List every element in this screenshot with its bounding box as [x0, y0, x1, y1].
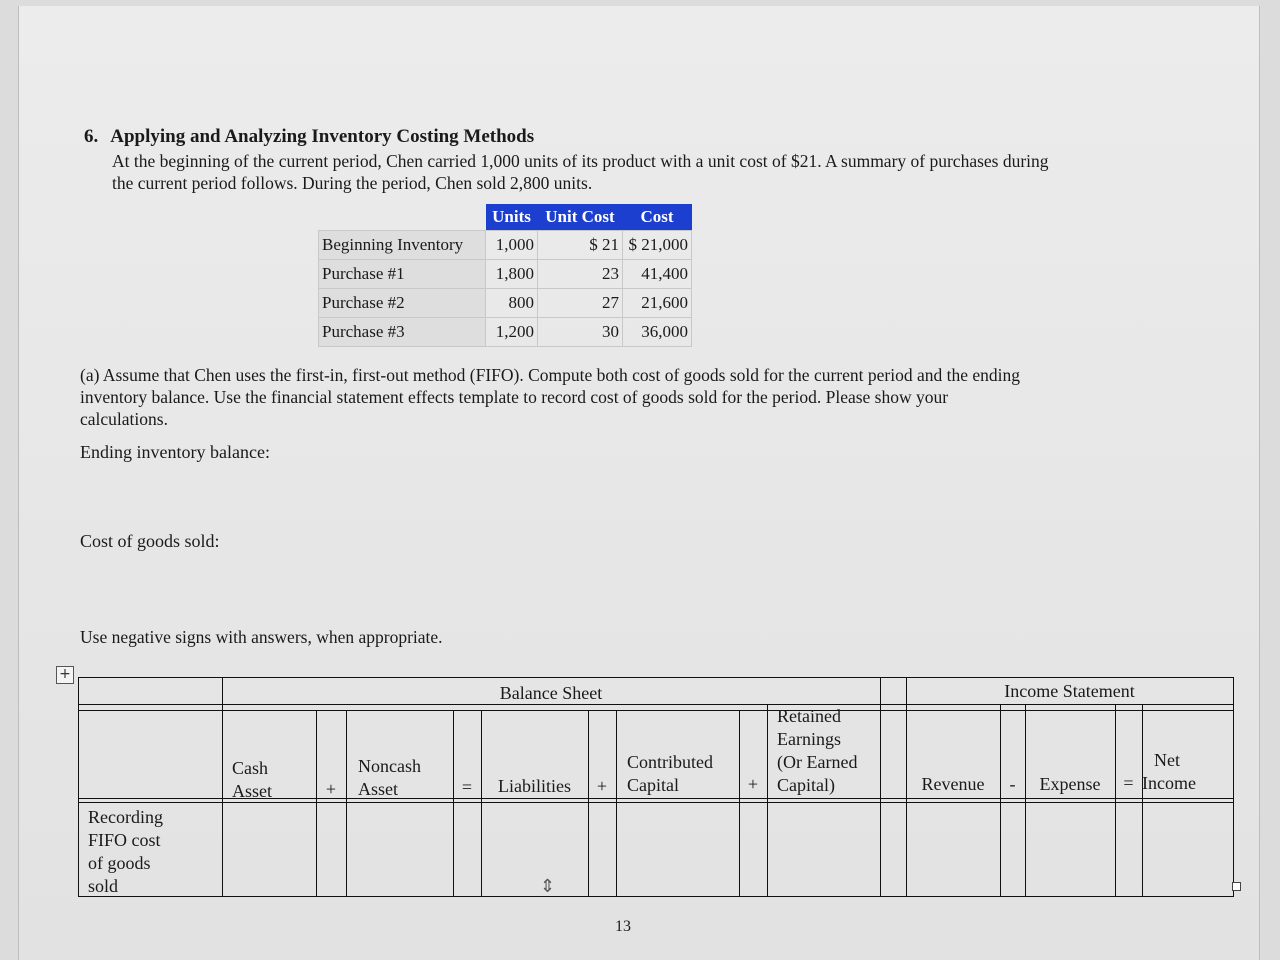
grid-line	[316, 710, 317, 897]
net-income-header	[1142, 749, 1196, 795]
negative-signs-note: Use negative signs with answers, when appropriate.	[80, 627, 443, 647]
row-label-line-1: Recording	[88, 807, 163, 827]
row-unit-cost: $ 21	[538, 231, 623, 260]
table-resize-handle-icon[interactable]	[1232, 882, 1241, 891]
header-unit-cost: Unit Cost	[538, 204, 623, 231]
balance-sheet-header: Balance Sheet	[499, 683, 603, 703]
noncash-asset-header	[358, 755, 421, 801]
row-label: Beginning Inventory	[319, 231, 486, 260]
expense-input[interactable]	[1026, 803, 1115, 896]
part-a-line-3: calculations.	[80, 409, 168, 429]
table-row	[319, 260, 692, 289]
plus-sign: +	[747, 774, 759, 794]
plus-sign: +	[596, 776, 608, 796]
retained-earnings-header	[777, 705, 857, 797]
intro-line-1: At the beginning of the current period, Chen carried 1,000 units of its product with a unit cost of $21. A summary of purchases during	[112, 151, 1049, 171]
revenue-header: Revenue	[921, 774, 985, 794]
row-units: 1,800	[486, 260, 538, 289]
grid-line	[78, 896, 1234, 897]
problem-number: 6.	[84, 126, 99, 147]
retained-earnings-line-3: (Or Earned	[777, 752, 858, 772]
retained-earnings-line-4: Capital)	[777, 775, 835, 795]
row-cost: 36,000	[623, 318, 692, 347]
row-units: 1,200	[486, 318, 538, 347]
cash-asset-line-1: Cash	[232, 758, 268, 778]
grid-line	[78, 710, 1234, 711]
page-number: 13	[615, 918, 631, 935]
purchases-table	[318, 204, 692, 347]
problem-title-text: Applying and Analyzing Inventory Costing Methods	[110, 126, 535, 147]
intro-line-2: the current period follows. During the period, Chen sold 2,800 units.	[112, 173, 593, 193]
row-label-line-4: sold	[88, 876, 119, 896]
grid-line	[739, 710, 740, 897]
header-units: Units	[486, 204, 538, 231]
part-a-question	[80, 364, 1160, 430]
noncash-asset-line-2: Asset	[358, 779, 398, 799]
retained-earnings-line-1: Retained	[777, 706, 841, 726]
retained-earnings-input[interactable]	[768, 803, 880, 896]
income-statement-header: Income Statement	[1004, 681, 1135, 701]
minus-sign: -	[1009, 774, 1016, 794]
table-row	[319, 289, 692, 318]
purchases-table-header	[319, 204, 692, 231]
table-move-handle-icon[interactable]: +	[56, 666, 74, 684]
equals-sign: =	[1123, 773, 1134, 793]
grid-line	[1115, 704, 1116, 897]
noncash-asset-line-1: Noncash	[358, 756, 421, 776]
equals-sign: =	[461, 777, 473, 797]
row-label-line-2: FIFO cost	[88, 830, 161, 850]
header-blank	[319, 204, 486, 231]
row-cost: $ 21,000	[623, 231, 692, 260]
net-income-input[interactable]	[1143, 803, 1233, 896]
cash-asset-line-2: Asset	[232, 781, 272, 801]
resize-cursor-icon: ⇕	[540, 876, 556, 897]
part-a-line-1: (a) Assume that Chen uses the first-in, first-out method (FIFO). Compute both cost of goods sold for the current period and the ending	[80, 365, 1020, 385]
row-label: Purchase #3	[319, 318, 486, 347]
ending-inventory-label: Ending inventory balance:	[80, 442, 270, 462]
row-cost: 41,400	[623, 260, 692, 289]
row-label-line-3: of goods	[88, 853, 151, 873]
row-cost: 21,600	[623, 289, 692, 318]
grid-line	[1000, 704, 1001, 897]
row-label: Purchase #2	[319, 289, 486, 318]
contributed-capital-input[interactable]	[617, 803, 739, 896]
grid-line	[1233, 677, 1234, 897]
row-unit-cost: 23	[538, 260, 623, 289]
problem-title	[84, 126, 534, 148]
grid-line	[78, 677, 79, 897]
contributed-capital-line-2: Capital	[627, 775, 679, 795]
expense-header: Expense	[1039, 774, 1101, 794]
contributed-capital-line-1: Contributed	[627, 752, 713, 772]
grid-line	[78, 677, 1234, 678]
row-unit-cost: 27	[538, 289, 623, 318]
cash-asset-header	[232, 757, 272, 803]
contributed-capital-header	[627, 751, 713, 797]
revenue-input[interactable]	[907, 803, 1000, 896]
net-income-line-2: Income	[1142, 773, 1196, 793]
retained-earnings-line-2: Earnings	[777, 729, 841, 749]
row-unit-cost: 30	[538, 318, 623, 347]
part-a-line-2: inventory balance. Use the financial statement effects template to record cost of goods sold for the period. Please show your	[80, 387, 949, 407]
cogs-label: Cost of goods sold:	[80, 531, 220, 551]
problem-intro	[112, 150, 1142, 194]
liabilities-input[interactable]	[482, 803, 588, 896]
row-units: 1,000	[486, 231, 538, 260]
grid-line	[588, 710, 589, 897]
table-row	[319, 231, 692, 260]
grid-line	[453, 710, 454, 897]
liabilities-header: Liabilities	[498, 776, 571, 796]
table-row	[319, 318, 692, 347]
net-income-line-1: Net	[1154, 750, 1180, 770]
plus-sign: +	[325, 779, 337, 799]
row-label-recording-fifo	[88, 806, 163, 898]
noncash-asset-input[interactable]	[347, 803, 453, 896]
cash-asset-input[interactable]	[223, 803, 316, 896]
header-cost: Cost	[623, 204, 692, 231]
row-units: 800	[486, 289, 538, 318]
grid-line	[880, 677, 881, 897]
row-label: Purchase #1	[319, 260, 486, 289]
